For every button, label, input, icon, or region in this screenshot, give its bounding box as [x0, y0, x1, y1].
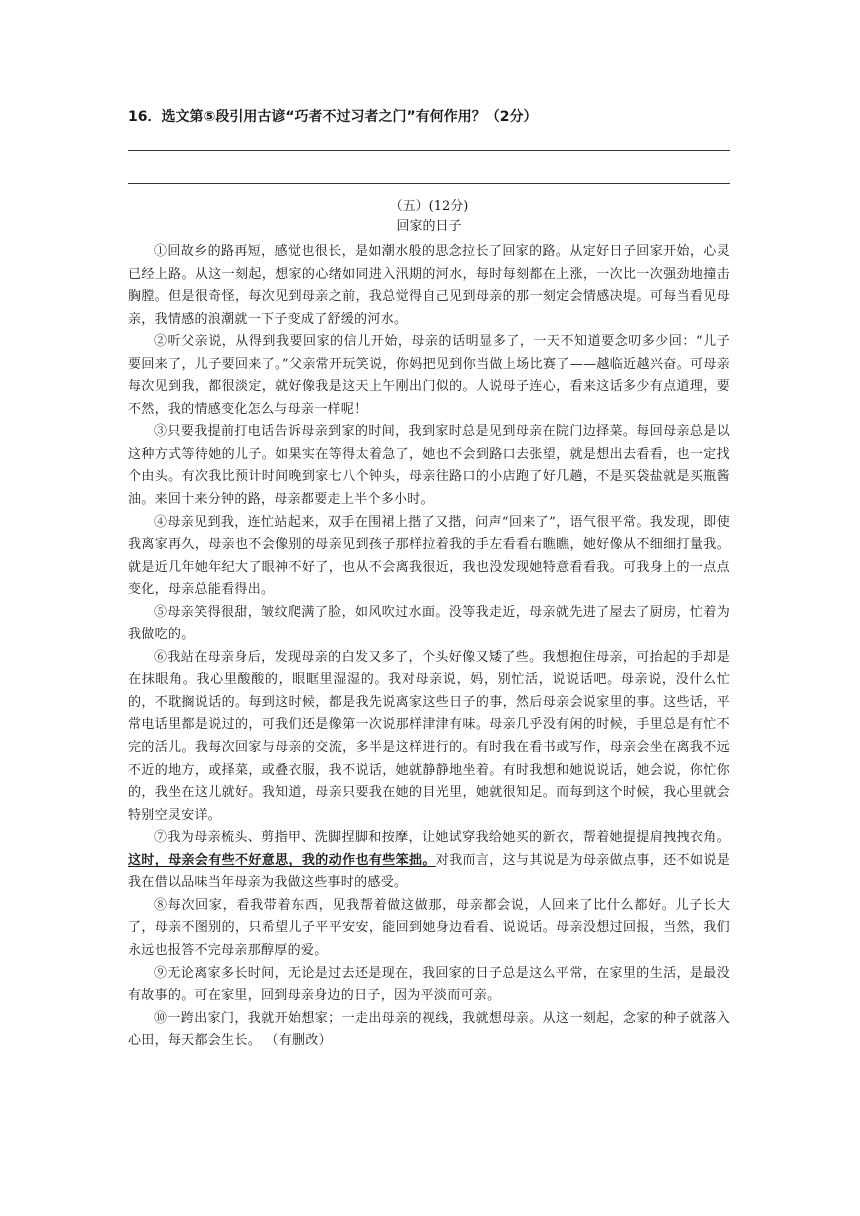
- paragraph-2: ②听父亲说，从得到我要回家的信儿开始，母亲的话明显多了，一天不知道要念叨多少回：“儿子要回来了，儿子要回来了。”父亲常开玩笑说，你妈把见到你当做上场比赛了——越临近越兴奋。可母亲每次见到我，都很淡定，就好像我是这天上午刚出门似的。人说母子连心，看来这话多少有点道理，要不然，我的情感变化怎么与母亲一样呢！: [128, 334, 730, 417]
- paragraph-3: ③只要我提前打电话告诉母亲到家的时间，我到家时总是见到母亲在院门边择菜。每回母亲总是以这种方式等待她的儿子。如果实在等得太着急了，她也不会到路口去张望，就是想出去看看，也一定找个由头。有次我比预计时间晚到家七八个钟头，母亲往路口的小店跑了好几趟，不是买袋盐就是买瓶酱油。来回十来分钟的路，母亲都要走上半个多小时。: [128, 424, 730, 508]
- paragraph-4: ④母亲见到我，连忙站起来，双手在围裙上揩了又揩，问声“回来了”，语气很平常。我发现，即使我离家再久，母亲也不会像别的母亲见到孩子那样拉着我的手左看看右瞧瞧，她好像从不细细打量我。就是近几年她年纪大了眼神不好了，也从不会离我很近，我也没发现她特意看看我。可我身上的一点点变化，母亲总能看得出。: [128, 514, 730, 598]
- paragraph-10: ⑩一跨出家门，我就开始想家；一走出母亲的视线，我就想母亲。从这一刻起，念家的种子就落入心田，每天都会生长。 （有删改）: [128, 1010, 730, 1049]
- section-label: （五）(12分): [389, 199, 469, 214]
- question-16: 16．选文第⑤段引用古谚“巧者不过习者之门”有何作用？（2分）: [128, 109, 538, 125]
- answer-line-1: [128, 150, 730, 151]
- paragraph-1: ①回故乡的路再短，感觉也很长，是如潮水般的思念拉长了回家的路。从定好日子回家开始，心灵已经上路。从这一刻起，想家的心绪如同进入汛期的河水，每时每刻都在上涨，一次比一次强劲地撞击胸膛。但是很奇怪，每次见到母亲之前，我总觉得自己见到母亲的那一刻定会情感决堤。可每当看见母亲，我情感的浪潮就一下子变成了舒缓的河水。: [128, 244, 730, 327]
- passage-body: [128, 241, 730, 1053]
- paragraph-7: [128, 827, 730, 895]
- paragraph-7-pre: ⑦我为母亲梳头、剪指甲、洗脚捏脚和按摩，让她试穿我给她买的新衣，帮着她提提肩拽拽衣角。: [154, 830, 730, 846]
- paragraph-6: ⑥我站在母亲身后，发现母亲的白发又多了，个头好像又矮了些。我想抱住母亲，可抬起的手却是在抹眼角。我心里酸酸的，眼眶里湿湿的。我对母亲说，妈，别忙活，说说话吧。母亲说，没什么忙的，不耽搁说话的。每到这时候，都是我先说离家这些日子的事，然后母亲会说家里的事。这些话，平常电话里都是说过的，可我们还是像第一次说那样津津有味。母亲几乎没有闲的时候，手里总是有忙不完的活儿。我每次回家与母亲的交流，多半是这样进行的。有时我在看书或写作，母亲会坐在离我不远不近的地方，或择菜，或叠衣服，我不说话，她就静静地坐着。有时我想和她说说话，她会说，你忙你的，我坐在这儿就好。我知道，母亲只要我在她的目光里，她就很知足。而每到这个时候，我心里就会特别空灵安详。: [128, 649, 730, 823]
- paragraph-9: ⑨无论离家多长时间，无论是过去还是现在，我回家的日子总是这么平常，在家里的生活，是最没有故事的。可在家里，回到母亲身边的日子，因为平淡而可亲。: [128, 965, 730, 1004]
- paragraph-5: ⑤母亲笑得很甜，皱纹爬满了脸，如风吹过水面。没等我走近，母亲就先进了屋去了厨房，忙着为我做吃的。: [128, 604, 730, 643]
- paragraph-8: ⑧每次回家，看我带着东西，见我帮着做这做那，母亲都会说，人回来了比什么都好。儿子长大了，母亲不图别的，只希望儿子平平安安，能回到她身边看看、说说话。母亲没想过回报，当然，我们永远也报答不完母亲那醇厚的爱。: [128, 897, 730, 958]
- answer-line-2: [128, 183, 730, 184]
- paragraph-7-post: 对我而言，这与其说是为母亲做点事，还不如说是我在借以品味当年母亲为我做这些事时的感受。: [128, 852, 730, 891]
- passage-title: 回家的日子: [396, 219, 462, 234]
- underlined-sentence: 这时，母亲会有些不好意思，我的动作也有些笨拙。: [128, 852, 436, 868]
